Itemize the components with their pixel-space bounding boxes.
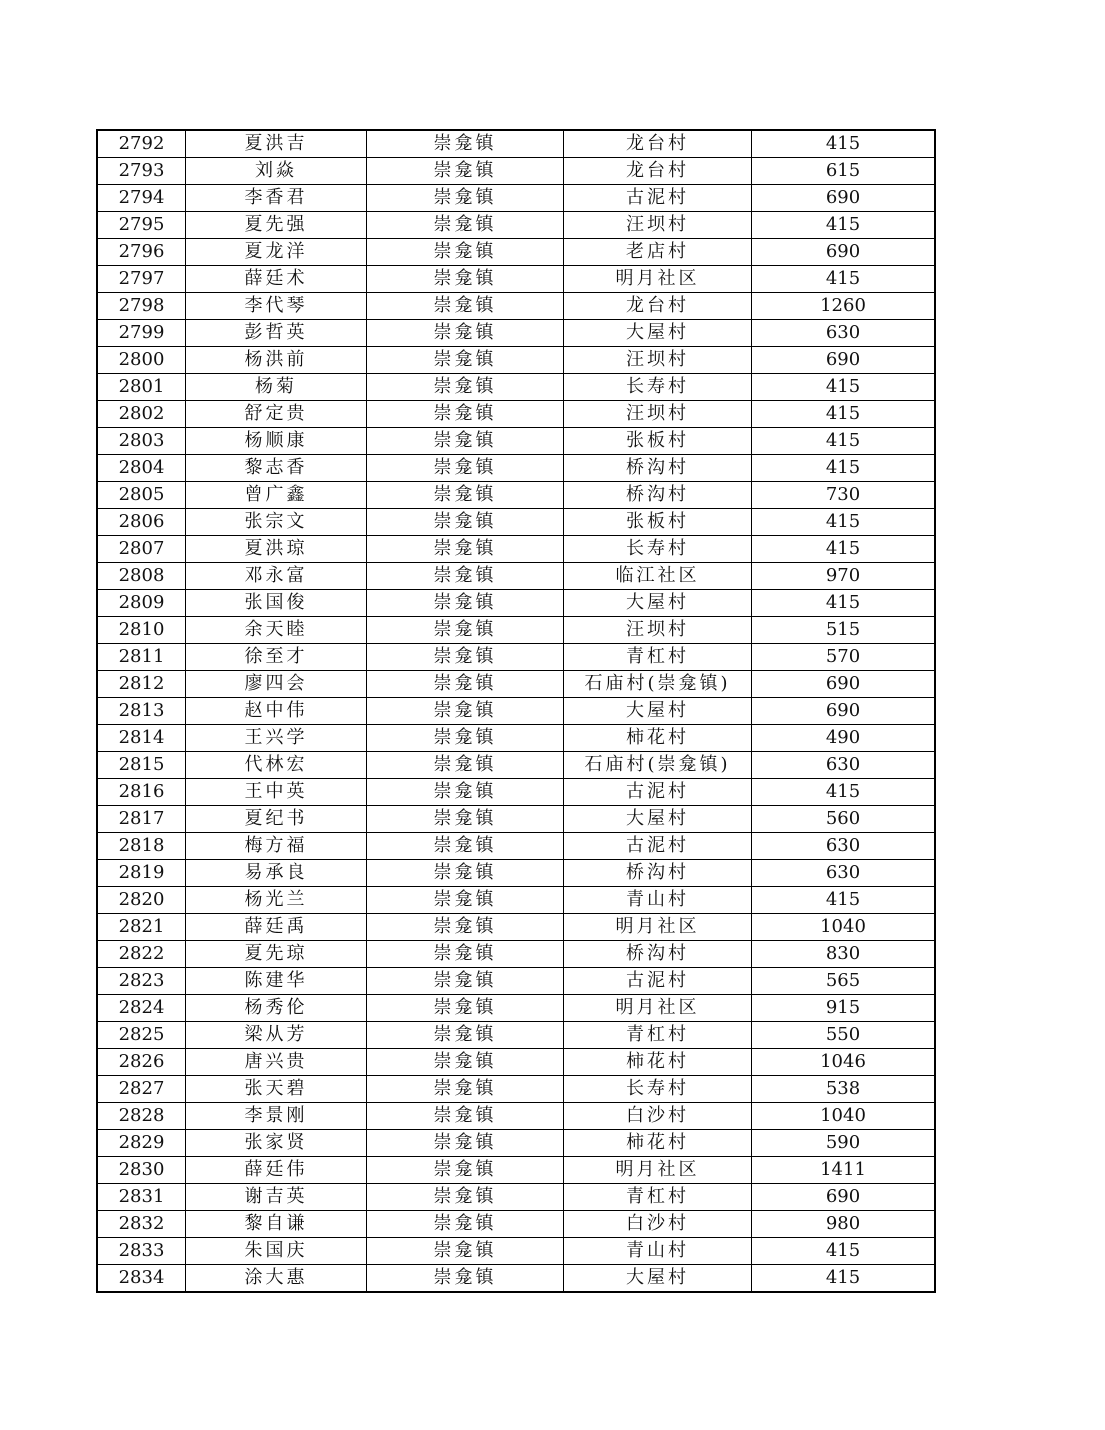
village-cell: 龙台村 (564, 293, 752, 320)
name-cell: 曾广鑫 (186, 482, 367, 509)
row-number-cell: 2834 (97, 1265, 186, 1293)
town-cell: 崇龛镇 (367, 1103, 564, 1130)
amount-cell: 415 (752, 455, 936, 482)
town-cell: 崇龛镇 (367, 1022, 564, 1049)
row-number-cell: 2831 (97, 1184, 186, 1211)
amount-cell: 690 (752, 239, 936, 266)
amount-cell: 1046 (752, 1049, 936, 1076)
row-number-cell: 2795 (97, 212, 186, 239)
table-row (97, 509, 935, 536)
village-cell: 大屋村 (564, 320, 752, 347)
town-cell: 崇龛镇 (367, 1049, 564, 1076)
village-cell: 临江社区 (564, 563, 752, 590)
amount-cell: 550 (752, 1022, 936, 1049)
amount-cell: 415 (752, 374, 936, 401)
amount-cell: 490 (752, 725, 936, 752)
table-row (97, 1238, 935, 1265)
name-cell: 张宗文 (186, 509, 367, 536)
name-cell: 梁从芳 (186, 1022, 367, 1049)
table-row (97, 1130, 935, 1157)
row-number-cell: 2803 (97, 428, 186, 455)
row-number-cell: 2824 (97, 995, 186, 1022)
village-cell: 石庙村(崇龛镇) (564, 752, 752, 779)
name-cell: 夏先强 (186, 212, 367, 239)
town-cell: 崇龛镇 (367, 833, 564, 860)
village-cell: 古泥村 (564, 968, 752, 995)
row-number-cell: 2823 (97, 968, 186, 995)
table-row (97, 1157, 935, 1184)
name-cell: 薛廷禹 (186, 914, 367, 941)
village-cell: 大屋村 (564, 806, 752, 833)
row-number-cell: 2794 (97, 185, 186, 212)
amount-cell: 630 (752, 752, 936, 779)
town-cell: 崇龛镇 (367, 779, 564, 806)
town-cell: 崇龛镇 (367, 1184, 564, 1211)
data-table (96, 129, 936, 1293)
name-cell: 黎志香 (186, 455, 367, 482)
row-number-cell: 2804 (97, 455, 186, 482)
table-row (97, 428, 935, 455)
row-number-cell: 2817 (97, 806, 186, 833)
row-number-cell: 2830 (97, 1157, 186, 1184)
town-cell: 崇龛镇 (367, 995, 564, 1022)
town-cell: 崇龛镇 (367, 293, 564, 320)
name-cell: 彭哲英 (186, 320, 367, 347)
village-cell: 长寿村 (564, 374, 752, 401)
row-number-cell: 2821 (97, 914, 186, 941)
town-cell: 崇龛镇 (367, 482, 564, 509)
row-number-cell: 2818 (97, 833, 186, 860)
name-cell: 杨菊 (186, 374, 367, 401)
row-number-cell: 2792 (97, 130, 186, 158)
town-cell: 崇龛镇 (367, 1238, 564, 1265)
amount-cell: 538 (752, 1076, 936, 1103)
village-cell: 龙台村 (564, 158, 752, 185)
amount-cell: 980 (752, 1211, 936, 1238)
table-row (97, 1184, 935, 1211)
amount-cell: 630 (752, 860, 936, 887)
town-cell: 崇龛镇 (367, 671, 564, 698)
amount-cell: 415 (752, 509, 936, 536)
name-cell: 薛廷术 (186, 266, 367, 293)
village-cell: 明月社区 (564, 266, 752, 293)
table-row (97, 698, 935, 725)
village-cell: 古泥村 (564, 185, 752, 212)
amount-cell: 690 (752, 671, 936, 698)
amount-cell: 415 (752, 428, 936, 455)
name-cell: 黎自谦 (186, 1211, 367, 1238)
name-cell: 杨洪前 (186, 347, 367, 374)
village-cell: 桥沟村 (564, 941, 752, 968)
amount-cell: 690 (752, 698, 936, 725)
village-cell: 青杠村 (564, 644, 752, 671)
name-cell: 廖四会 (186, 671, 367, 698)
table-row (97, 320, 935, 347)
amount-cell: 1040 (752, 914, 936, 941)
village-cell: 柿花村 (564, 1049, 752, 1076)
village-cell: 桥沟村 (564, 860, 752, 887)
row-number-cell: 2796 (97, 239, 186, 266)
table-row (97, 1211, 935, 1238)
village-cell: 柿花村 (564, 1130, 752, 1157)
town-cell: 崇龛镇 (367, 1265, 564, 1293)
name-cell: 李香君 (186, 185, 367, 212)
amount-cell: 730 (752, 482, 936, 509)
row-number-cell: 2827 (97, 1076, 186, 1103)
row-number-cell: 2797 (97, 266, 186, 293)
row-number-cell: 2812 (97, 671, 186, 698)
village-cell: 青山村 (564, 887, 752, 914)
row-number-cell: 2814 (97, 725, 186, 752)
amount-cell: 515 (752, 617, 936, 644)
row-number-cell: 2825 (97, 1022, 186, 1049)
row-number-cell: 2806 (97, 509, 186, 536)
town-cell: 崇龛镇 (367, 158, 564, 185)
village-cell: 龙台村 (564, 130, 752, 158)
table-row (97, 941, 935, 968)
table-row (97, 1049, 935, 1076)
row-number-cell: 2816 (97, 779, 186, 806)
amount-cell: 415 (752, 401, 936, 428)
row-number-cell: 2815 (97, 752, 186, 779)
amount-cell: 415 (752, 1265, 936, 1293)
table-row (97, 185, 935, 212)
row-number-cell: 2809 (97, 590, 186, 617)
amount-cell: 615 (752, 158, 936, 185)
name-cell: 夏先琼 (186, 941, 367, 968)
name-cell: 张天碧 (186, 1076, 367, 1103)
amount-cell: 415 (752, 130, 936, 158)
table-row (97, 536, 935, 563)
table-row (97, 617, 935, 644)
amount-cell: 415 (752, 536, 936, 563)
table-row (97, 752, 935, 779)
row-number-cell: 2807 (97, 536, 186, 563)
table-row (97, 1076, 935, 1103)
row-number-cell: 2829 (97, 1130, 186, 1157)
table-row (97, 779, 935, 806)
table-row (97, 887, 935, 914)
town-cell: 崇龛镇 (367, 266, 564, 293)
amount-cell: 1411 (752, 1157, 936, 1184)
name-cell: 杨光兰 (186, 887, 367, 914)
table-row (97, 563, 935, 590)
village-cell: 汪坝村 (564, 347, 752, 374)
village-cell: 汪坝村 (564, 212, 752, 239)
amount-cell: 690 (752, 347, 936, 374)
name-cell: 张国俊 (186, 590, 367, 617)
village-cell: 张板村 (564, 509, 752, 536)
town-cell: 崇龛镇 (367, 374, 564, 401)
table-row (97, 833, 935, 860)
row-number-cell: 2808 (97, 563, 186, 590)
town-cell: 崇龛镇 (367, 1130, 564, 1157)
name-cell: 夏洪吉 (186, 130, 367, 158)
amount-cell: 690 (752, 1184, 936, 1211)
table-row (97, 347, 935, 374)
town-cell: 崇龛镇 (367, 590, 564, 617)
table-row (97, 671, 935, 698)
town-cell: 崇龛镇 (367, 563, 564, 590)
name-cell: 徐至才 (186, 644, 367, 671)
row-number-cell: 2799 (97, 320, 186, 347)
amount-cell: 560 (752, 806, 936, 833)
village-cell: 长寿村 (564, 1076, 752, 1103)
amount-cell: 630 (752, 320, 936, 347)
name-cell: 张家贤 (186, 1130, 367, 1157)
town-cell: 崇龛镇 (367, 752, 564, 779)
name-cell: 梅方福 (186, 833, 367, 860)
town-cell: 崇龛镇 (367, 725, 564, 752)
town-cell: 崇龛镇 (367, 806, 564, 833)
name-cell: 代林宏 (186, 752, 367, 779)
table-row (97, 130, 935, 158)
table-row (97, 644, 935, 671)
row-number-cell: 2802 (97, 401, 186, 428)
village-cell: 大屋村 (564, 590, 752, 617)
amount-cell: 415 (752, 1238, 936, 1265)
amount-cell: 415 (752, 266, 936, 293)
amount-cell: 630 (752, 833, 936, 860)
amount-cell: 830 (752, 941, 936, 968)
name-cell: 王兴学 (186, 725, 367, 752)
amount-cell: 415 (752, 590, 936, 617)
village-cell: 老店村 (564, 239, 752, 266)
table-row (97, 1022, 935, 1049)
table-row (97, 968, 935, 995)
town-cell: 崇龛镇 (367, 347, 564, 374)
table-row (97, 266, 935, 293)
amount-cell: 570 (752, 644, 936, 671)
village-cell: 古泥村 (564, 779, 752, 806)
town-cell: 崇龛镇 (367, 887, 564, 914)
name-cell: 夏纪书 (186, 806, 367, 833)
name-cell: 陈建华 (186, 968, 367, 995)
name-cell: 余天睦 (186, 617, 367, 644)
town-cell: 崇龛镇 (367, 428, 564, 455)
name-cell: 杨秀伦 (186, 995, 367, 1022)
table-row (97, 725, 935, 752)
village-cell: 汪坝村 (564, 617, 752, 644)
row-number-cell: 2793 (97, 158, 186, 185)
village-cell: 长寿村 (564, 536, 752, 563)
name-cell: 谢吉英 (186, 1184, 367, 1211)
town-cell: 崇龛镇 (367, 401, 564, 428)
village-cell: 石庙村(崇龛镇) (564, 671, 752, 698)
village-cell: 桥沟村 (564, 455, 752, 482)
name-cell: 易承良 (186, 860, 367, 887)
name-cell: 舒定贵 (186, 401, 367, 428)
row-number-cell: 2833 (97, 1238, 186, 1265)
amount-cell: 1260 (752, 293, 936, 320)
name-cell: 涂大惠 (186, 1265, 367, 1293)
table-row (97, 239, 935, 266)
village-cell: 明月社区 (564, 1157, 752, 1184)
table-row (97, 455, 935, 482)
town-cell: 崇龛镇 (367, 130, 564, 158)
town-cell: 崇龛镇 (367, 185, 564, 212)
town-cell: 崇龛镇 (367, 941, 564, 968)
name-cell: 王中英 (186, 779, 367, 806)
village-cell: 白沙村 (564, 1103, 752, 1130)
row-number-cell: 2828 (97, 1103, 186, 1130)
table-row (97, 995, 935, 1022)
town-cell: 崇龛镇 (367, 509, 564, 536)
row-number-cell: 2811 (97, 644, 186, 671)
row-number-cell: 2822 (97, 941, 186, 968)
table-row (97, 806, 935, 833)
table-row (97, 158, 935, 185)
town-cell: 崇龛镇 (367, 968, 564, 995)
town-cell: 崇龛镇 (367, 320, 564, 347)
row-number-cell: 2810 (97, 617, 186, 644)
table-row (97, 374, 935, 401)
row-number-cell: 2813 (97, 698, 186, 725)
village-cell: 柿花村 (564, 725, 752, 752)
amount-cell: 415 (752, 212, 936, 239)
table-body (97, 130, 935, 1292)
town-cell: 崇龛镇 (367, 1076, 564, 1103)
village-cell: 桥沟村 (564, 482, 752, 509)
table-row (97, 914, 935, 941)
table-row (97, 212, 935, 239)
town-cell: 崇龛镇 (367, 455, 564, 482)
town-cell: 崇龛镇 (367, 1211, 564, 1238)
village-cell: 张板村 (564, 428, 752, 455)
village-cell: 古泥村 (564, 833, 752, 860)
row-number-cell: 2826 (97, 1049, 186, 1076)
table-row (97, 293, 935, 320)
name-cell: 薛廷伟 (186, 1157, 367, 1184)
amount-cell: 690 (752, 185, 936, 212)
name-cell: 唐兴贵 (186, 1049, 367, 1076)
amount-cell: 915 (752, 995, 936, 1022)
name-cell: 李景刚 (186, 1103, 367, 1130)
name-cell: 邓永富 (186, 563, 367, 590)
name-cell: 朱国庆 (186, 1238, 367, 1265)
table-row (97, 590, 935, 617)
amount-cell: 970 (752, 563, 936, 590)
row-number-cell: 2819 (97, 860, 186, 887)
name-cell: 刘焱 (186, 158, 367, 185)
amount-cell: 590 (752, 1130, 936, 1157)
village-cell: 明月社区 (564, 914, 752, 941)
table-row (97, 1103, 935, 1130)
village-cell: 白沙村 (564, 1211, 752, 1238)
row-number-cell: 2820 (97, 887, 186, 914)
name-cell: 李代琴 (186, 293, 367, 320)
town-cell: 崇龛镇 (367, 212, 564, 239)
row-number-cell: 2801 (97, 374, 186, 401)
row-number-cell: 2798 (97, 293, 186, 320)
name-cell: 杨顺康 (186, 428, 367, 455)
row-number-cell: 2832 (97, 1211, 186, 1238)
row-number-cell: 2805 (97, 482, 186, 509)
name-cell: 夏龙洋 (186, 239, 367, 266)
village-cell: 青杠村 (564, 1184, 752, 1211)
village-cell: 明月社区 (564, 995, 752, 1022)
amount-cell: 1040 (752, 1103, 936, 1130)
name-cell: 赵中伟 (186, 698, 367, 725)
town-cell: 崇龛镇 (367, 914, 564, 941)
town-cell: 崇龛镇 (367, 644, 564, 671)
table-row (97, 482, 935, 509)
amount-cell: 565 (752, 968, 936, 995)
table-row (97, 860, 935, 887)
village-cell: 青杠村 (564, 1022, 752, 1049)
village-cell: 汪坝村 (564, 401, 752, 428)
town-cell: 崇龛镇 (367, 698, 564, 725)
table-row (97, 401, 935, 428)
town-cell: 崇龛镇 (367, 239, 564, 266)
village-cell: 大屋村 (564, 1265, 752, 1293)
town-cell: 崇龛镇 (367, 1157, 564, 1184)
town-cell: 崇龛镇 (367, 617, 564, 644)
town-cell: 崇龛镇 (367, 860, 564, 887)
amount-cell: 415 (752, 779, 936, 806)
name-cell: 夏洪琼 (186, 536, 367, 563)
amount-cell: 415 (752, 887, 936, 914)
row-number-cell: 2800 (97, 347, 186, 374)
village-cell: 青山村 (564, 1238, 752, 1265)
village-cell: 大屋村 (564, 698, 752, 725)
town-cell: 崇龛镇 (367, 536, 564, 563)
table-row (97, 1265, 935, 1293)
